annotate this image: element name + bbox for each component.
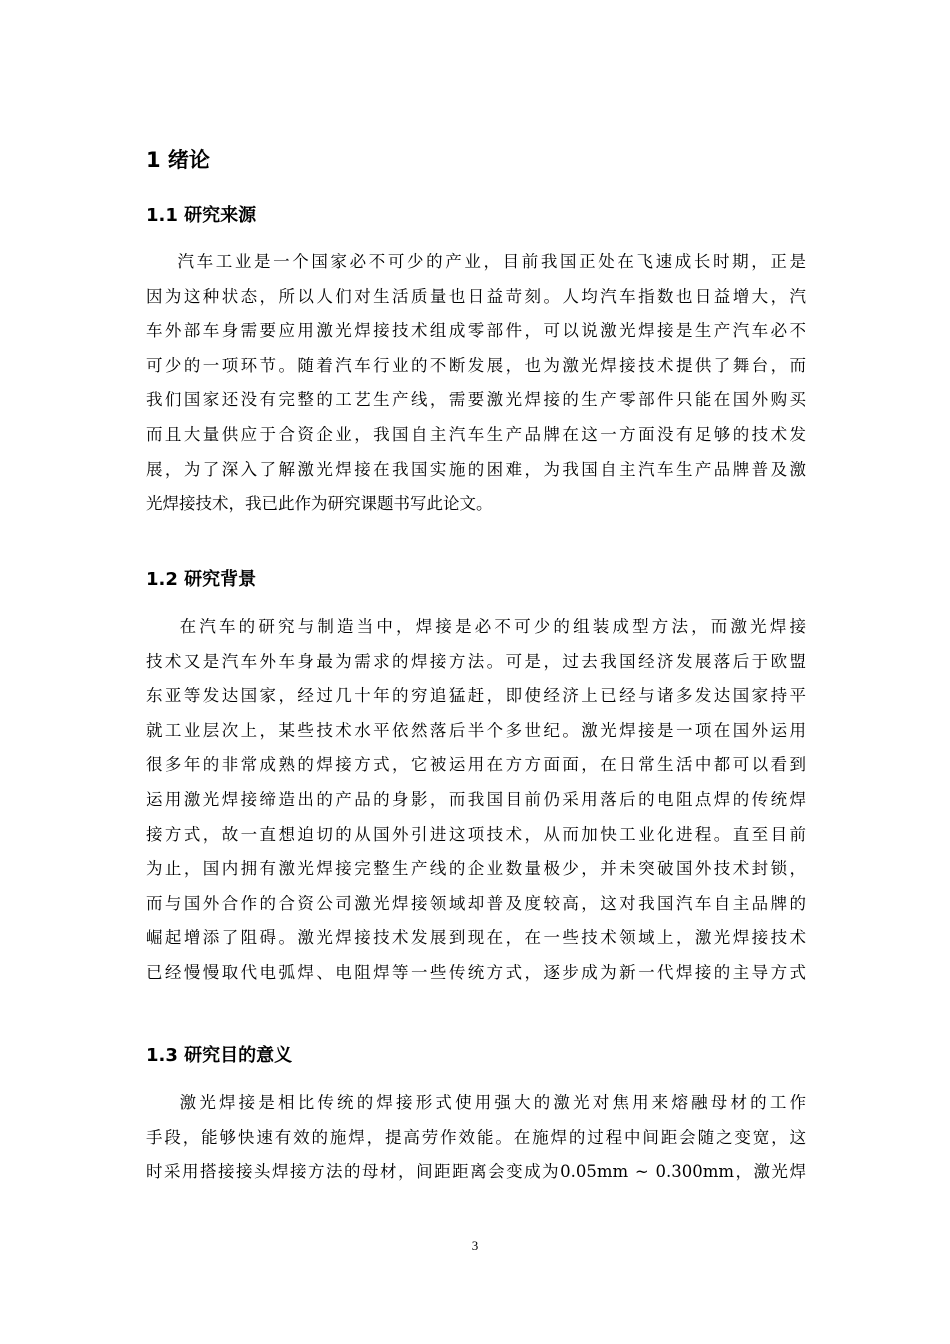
section-heading-research-purpose: 1.3 研究目的意义 xyxy=(146,1045,293,1066)
paragraph-line: 因为这种状态，所以人们对生活质量也日益苛刻。人均汽车指数也日益增大，汽 xyxy=(146,286,806,306)
page-number: 3 xyxy=(471,1238,479,1253)
section-heading-research-background: 1.2 研究背景 xyxy=(146,569,257,590)
paragraph-line: 很多年的非常成熟的焊接方式，它被运用在方方面面，在日常生活中都可以看到 xyxy=(146,755,806,775)
paragraph-line: 运用激光焊接缔造出的产品的身影，而我国目前仍采用落后的电阻点焊的传统焊 xyxy=(146,789,806,809)
paragraph-research-purpose xyxy=(146,1086,806,1190)
paragraph-research-background xyxy=(146,610,806,991)
paragraph-line: 而且大量供应于合资企业，我国自主汽车生产品牌在这一方面没有足够的技术发 xyxy=(146,424,806,444)
paragraph-line: 展，为了深入了解激光焊接在我国实施的困难，为我国自主汽车生产品牌普及激 xyxy=(146,459,806,479)
paragraph-line: 在汽车的研究与制造当中，焊接是必不可少的组装成型方法，而激光焊接 xyxy=(146,617,806,636)
paragraph-line: 车外部车身需要应用激光焊接技术组成零部件，可以说激光焊接是生产汽车必不 xyxy=(146,321,806,341)
paragraph-line: 时采用搭接接头焊接方法的母材，间距距离会变成为0.05mm ~ 0.300mm，激光焊 xyxy=(146,1162,806,1182)
paragraph-line: 接方式，故一直想迫切的从国外引进这项技术，从而加快工业化进程。直至目前 xyxy=(146,824,806,844)
paragraph-line: 为止，国内拥有激光焊接完整生产线的企业数量极少，并未突破国外技术封锁， xyxy=(146,859,806,879)
paragraph-line: 光焊接技术，我已此作为研究课题书写此论文。 xyxy=(146,494,493,514)
paragraph-line: 已经慢慢取代电弧焊、电阻焊等一些传统方式，逐步成为新一代焊接的主导方式 xyxy=(146,962,806,982)
chapter-heading: 1 绪论 xyxy=(146,148,210,172)
paragraph-line: 手段，能够快速有效的施焊，提高劳作效能。在施焊的过程中间距会随之变宽，这 xyxy=(146,1127,806,1147)
paragraph-line: 东亚等发达国家，经过几十年的穷追猛赶，即使经济上已经与诸多发达国家持平 xyxy=(146,686,806,706)
paragraph-line: 就工业层次上，某些技术水平依然落后半个多世纪。激光焊接是一项在国外运用 xyxy=(146,720,806,740)
paragraph-line: 崛起增添了阻碍。激光焊接技术发展到现在，在一些技术领域上，激光焊接技术 xyxy=(146,928,806,948)
paragraph-line: 而与国外合作的合资公司激光焊接领域却普及度较高，这对我国汽车自主品牌的 xyxy=(146,893,806,913)
section-heading-research-source: 1.1 研究来源 xyxy=(146,205,257,226)
paragraph-line: 可少的一项环节。随着汽车行业的不断发展，也为激光焊接技术提供了舞台，而 xyxy=(146,355,806,375)
paragraph-line: 技术又是汽车外车身最为需求的焊接方法。可是，过去我国经济发展落后于欧盟 xyxy=(146,651,806,671)
paragraph-line: 我们国家还没有完整的工艺生产线，需要激光焊接的生产零部件只能在国外购买 xyxy=(146,390,806,410)
paragraph-research-source xyxy=(146,245,806,522)
paragraph-line: 激光焊接是相比传统的焊接形式使用强大的激光对焦用来熔融母材的工作 xyxy=(146,1093,806,1112)
paragraph-line: 汽车工业是一个国家必不可少的产业，目前我国正处在飞速成长时期，正是 xyxy=(146,252,806,271)
